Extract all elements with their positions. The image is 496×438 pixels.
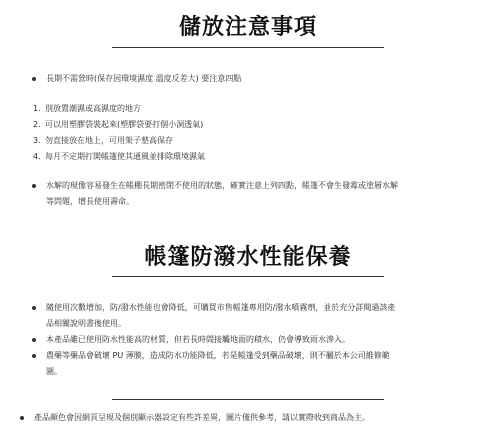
care-line: 隨使用次數增加，防/潑水性能也會降低，可購買市售帳篷專用防/潑水噴霧劑，並於充分詳閱過該產 [46, 303, 396, 312]
list-item [32, 300, 472, 332]
waterproof-care-title: 帳篷防潑水性能保養 [144, 245, 352, 270]
storage-intro [32, 71, 472, 87]
bullet-icon [32, 184, 36, 188]
step-number: 3. [33, 136, 41, 145]
color-disclaimer [20, 410, 480, 426]
bullet-icon [20, 416, 24, 420]
list-item [20, 410, 480, 426]
disclaimer-text: 產品顏色會因網頁呈現及個別顯示器設定有些許差異，圖片僅供參考，請以實際收到商品為主。 [34, 413, 370, 422]
list-item [32, 348, 472, 380]
care-line: 本產品雖已使用防水性能高的材質，但若長時間接觸地面的積水，仍會導致雨水滲入。 [46, 335, 350, 344]
bullet-icon [32, 354, 36, 358]
care-line: 農藥等藥品會破壞 PU 薄膜，造成防水功能降低，若是帳篷受到藥品破壞，則不屬於本公司維修範 [46, 351, 390, 360]
care-line: 圍。 [46, 367, 62, 376]
note-line: 等問題，增長使用壽命。 [46, 197, 134, 206]
step-number: 4. [33, 152, 41, 161]
bullet-icon [32, 77, 36, 81]
care-line: 品相關說明書後使用。 [46, 319, 126, 328]
footer-divider [112, 399, 384, 400]
step-text: 勿直接放在地上，可用架子墊高保存 [45, 136, 173, 145]
bullet-icon [32, 338, 36, 342]
note-line: 水解的現像容易發生在帳棚長期密閉不使用的狀態，確實注意上列四點，帳篷不會生發霉或塗層水解 [46, 181, 398, 190]
title-divider [112, 47, 384, 48]
list-item [33, 117, 473, 133]
list-item [32, 332, 472, 348]
storage-intro-text: 長期不需營時(保存因環境濕度 溫度反差大) 要注意四點 [46, 74, 242, 83]
storage-steps-list [33, 101, 473, 165]
waterproof-care-list [32, 300, 472, 380]
storage-notes-title: 儲放注意事項 [178, 15, 317, 40]
list-item [33, 149, 473, 165]
step-number: 2. [33, 120, 41, 129]
step-text: 別放置潮濕或高濕度的地方 [45, 104, 141, 113]
bullet-icon [32, 306, 36, 310]
step-number: 1. [33, 104, 41, 113]
title-divider [112, 276, 384, 277]
list-item [33, 133, 473, 149]
hydrolysis-note [32, 178, 472, 210]
list-item [32, 71, 472, 87]
step-text: 可以用塑膠袋裝起來(塑膠袋要打個小洞透氣) [45, 120, 204, 129]
list-item [32, 178, 472, 210]
list-item [33, 101, 473, 117]
step-text: 每月不定期打開帳篷使其通風並排除環境濕氣 [45, 152, 205, 161]
